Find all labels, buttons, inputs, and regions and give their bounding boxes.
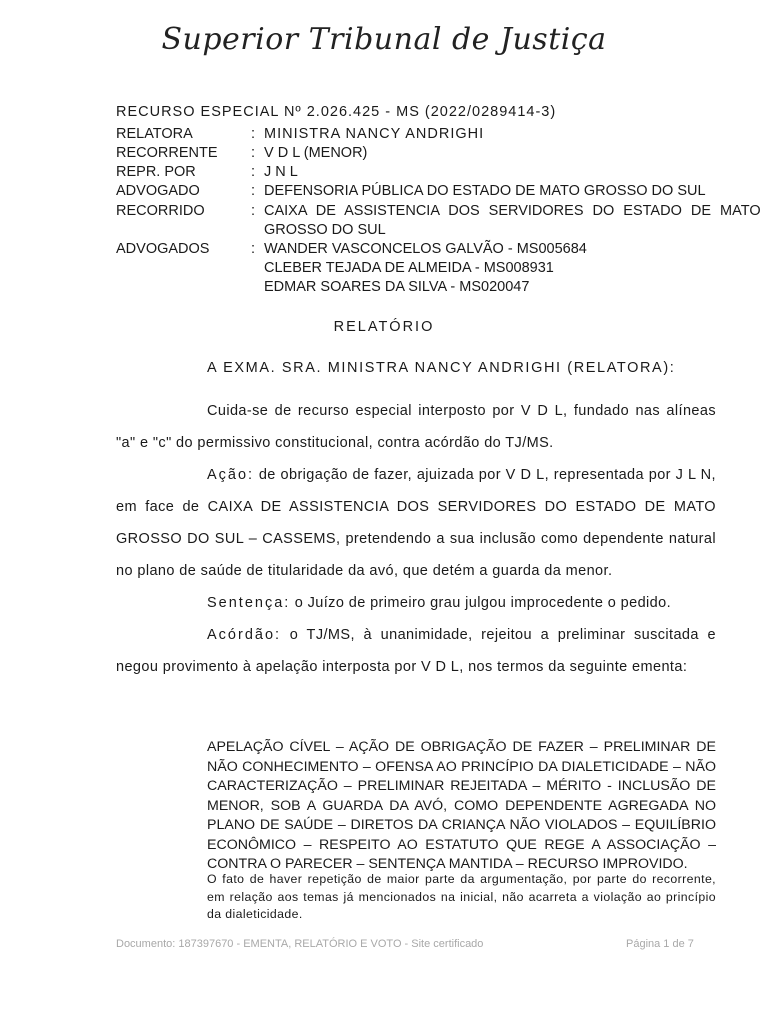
paragraph-label: Sentença: [207, 595, 291, 611]
party-label: RECORRIDO [116, 203, 205, 219]
ementa-block: APELAÇÃO CÍVEL – AÇÃO DE OBRIGAÇÃO DE FAZER – PRELIMINAR DE NÃO CONHECIMENTO – OFENSA AO PRINCÍPIO DA DIALETICIDADE – NÃO CARACTERIZAÇÃO – PRELIMINAR REJEITADA – MÉRITO - INCLUSÃO DE MENOR, SOB A GUARDA DA AVÓ, COMO DEPENDENTE AGREGADA NO PLANO DE SAÚDE – DIRETOS DA CRIANÇA NÃO VIOLADOS – EQUILÍBRIO ECONÔMICO – RESPEITO AO ESTATUTO QUE REGE A ASSOCIAÇÃO – CONTRA O PARECER – SENTENÇA MANTIDA – RECURSO IMPROVIDO. [207, 739, 716, 872]
party-colon: : [251, 164, 256, 180]
court-letterhead: Superior Tribunal de Justiça [161, 22, 607, 57]
party-colon: : [251, 203, 256, 219]
party-colon: : [251, 241, 256, 257]
paragraph-label: Acórdão: [207, 627, 282, 643]
paragraph-intro [116, 395, 716, 459]
party-value: MINISTRA NANCY ANDRIGHI [264, 126, 485, 142]
paragraph-text: o Juízo de primeiro grau julgou improcedente o pedido. [294, 595, 672, 611]
paragraph-text: o TJ/MS, à unanimidade, rejeitou a preliminar suscitada e negou provimento à apelação interposta por V D L, nos termos da seguinte ementa: [116, 627, 716, 675]
footer-page-number: Página 1 de 7 [626, 938, 694, 950]
paragraph-sentenca [116, 587, 716, 619]
party-label: REPR. POR [116, 164, 196, 180]
party-colon: : [251, 183, 256, 199]
party-value: J N L [264, 164, 298, 180]
salutation: A EXMA. SRA. MINISTRA NANCY ANDRIGHI (RELATORA): [207, 360, 676, 376]
party-value: V D L (MENOR) [264, 145, 368, 161]
footer-document-id: Documento: 187397670 - EMENTA, RELATÓRIO E VOTO - Site certificado [116, 938, 484, 950]
paragraph-acao [116, 459, 716, 587]
party-value: DEFENSORIA PÚBLICA DO ESTADO DE MATO GROSSO DO SUL [264, 183, 706, 199]
section-heading: RELATÓRIO [333, 319, 435, 335]
ementa-detail: O fato de haver repetição de maior parte da argumentação, por parte do recorrente, em relação aos temas já mencionados na inicial, não acarreta a violação ao princípio da dialeticidade. [207, 872, 716, 921]
paragraph-text: de obrigação de fazer, ajuizada por V D L, representada por J L N, em face de CAIXA DE ASSISTENCIA DOS SERVIDORES DO ESTADO DE MATO GROSSO DO SUL – CASSEMS, pretendendo a sua inclusão como dependente natural no plano de saúde de titularidade da avó, que detém a guarda da menor. [116, 467, 716, 579]
party-colon: : [251, 126, 256, 142]
party-label: ADVOGADO [116, 183, 200, 199]
paragraph-acordao [116, 619, 716, 683]
party-colon: : [251, 145, 256, 161]
paragraph-label: Ação: [207, 467, 255, 483]
party-label: RECORRENTE [116, 145, 218, 161]
party-value-cont: GROSSO DO SUL [264, 222, 386, 238]
party-value-cont: EDMAR SOARES DA SILVA - MS020047 [264, 279, 530, 295]
party-value-cont: CLEBER TEJADA DE ALMEIDA - MS008931 [264, 260, 554, 276]
party-label: ADVOGADOS [116, 241, 210, 257]
paragraph-text: Cuida-se de recurso especial interposto por V D L, fundado nas alíneas "a" e "c" do permissivo constitucional, contra acórdão do TJ/MS. [116, 403, 716, 451]
case-title: RECURSO ESPECIAL Nº 2.026.425 - MS (2022/0289414-3) [116, 104, 557, 120]
party-value: CAIXA DE ASSISTENCIA DOS SERVIDORES DO ESTADO DE MATO [264, 203, 761, 219]
party-label: RELATORA [116, 126, 193, 142]
party-value: WANDER VASCONCELOS GALVÃO - MS005684 [264, 241, 587, 257]
